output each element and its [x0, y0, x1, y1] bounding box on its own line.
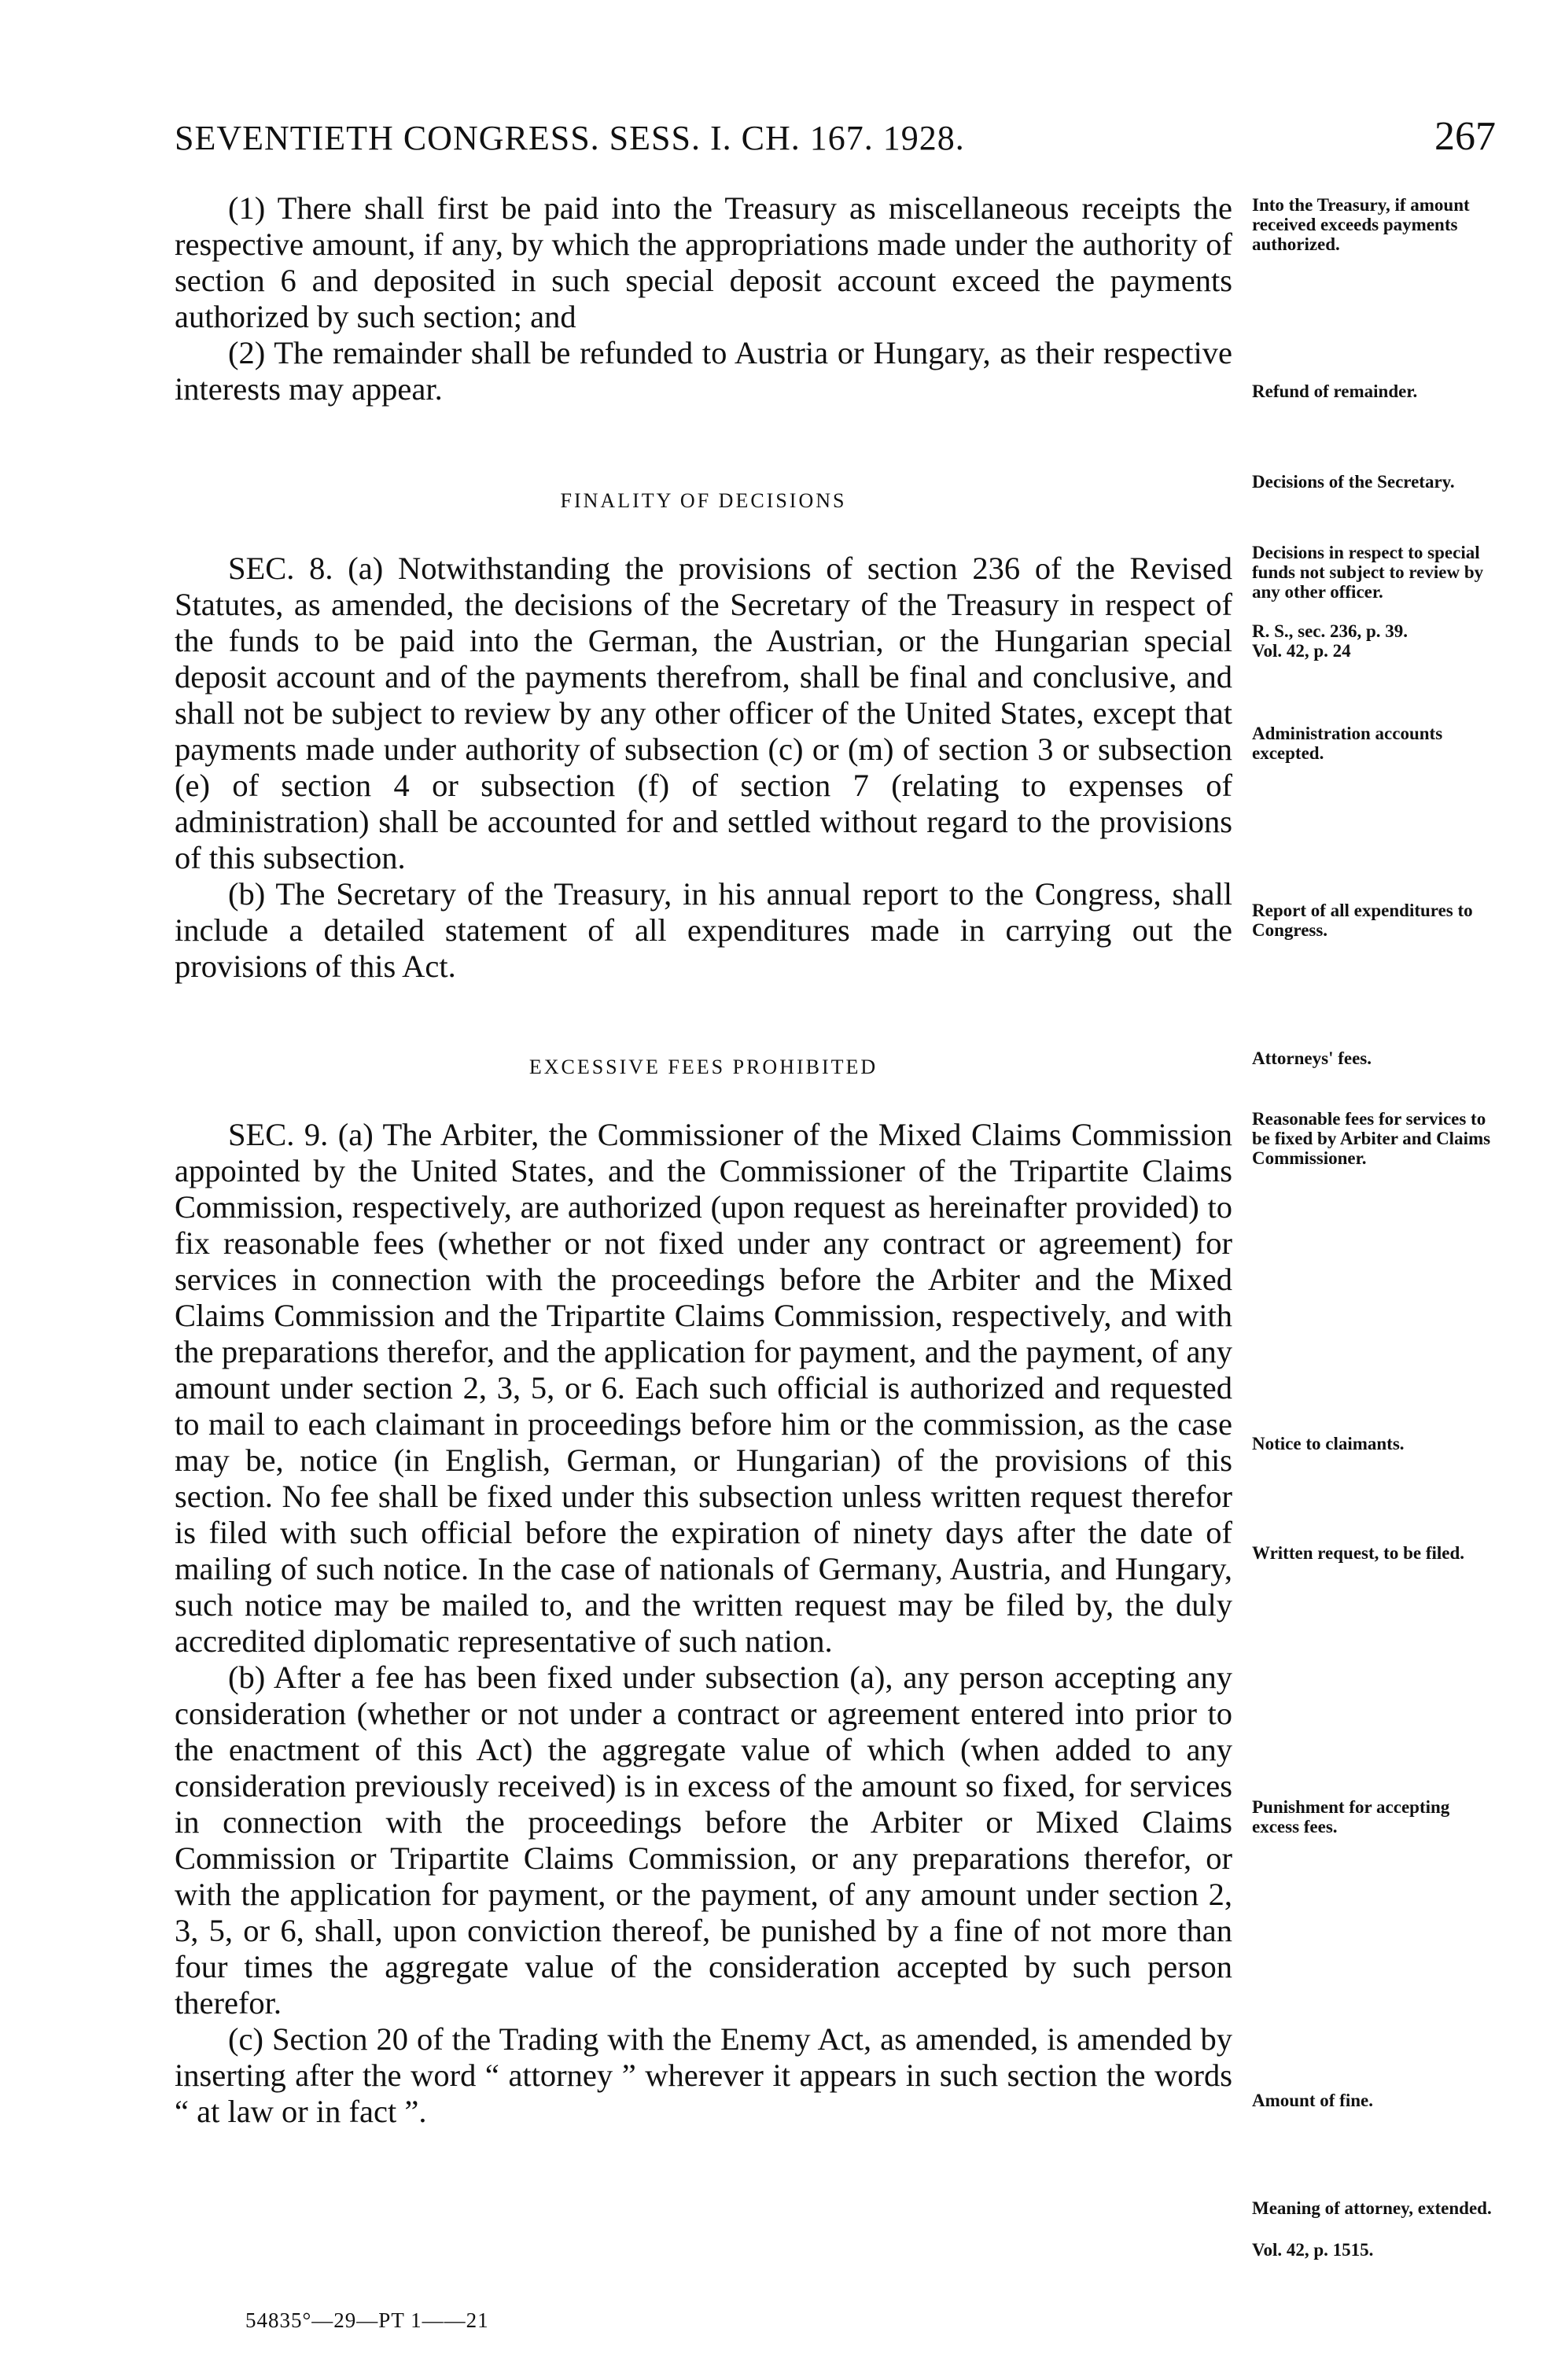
margin-note-into-treasury: Into the Treasury, if amount received exceeds payments authorized. — [1252, 195, 1470, 254]
margin-note-rs-citation: R. S., sec. 236, p. 39. — [1252, 621, 1408, 641]
clause-2: (2) The remainder shall be refunded to Austria or Hungary, as their respective interests may appear. — [175, 335, 1232, 407]
printer-signature: 54835°—29—PT 1——21 — [245, 2308, 489, 2332]
margin-note-special-funds: Decisions in respect to special funds not subject to review by any other officer. — [1252, 543, 1484, 602]
section-9-b: (b) After a fee has been fixed under subsection (a), any person accepting any consideration (whether or not under a contract or agreement entered into prior to the enactment of this Act) the aggregate value of which (when added to any consideration previously received) is in excess of the amount so fixed, for services in connection with the proceedings before the Arbiter or Mixed Claims Commission or Tripartite Claims Commission, or any preparations therefor, or with the application for payment, or the payment, of any amount under section 2, 3, 5, or 6, shall, upon conviction thereof, be punished by a fine of not more than four times the aggregate value of the consideration accepted by such person therefor. — [175, 1660, 1232, 2021]
section-8-a: SEC. 8. (a) Notwithstanding the provisions of section 236 of the Revised Statutes, as amended, the decisions of the Secretary of the Treasury in respect of the funds to be paid into the German, the Austrian, or the Hungarian special deposit account and of the payments therefrom, shall be final and conclusive, and shall not be subject to review by any other officer of the United States, except that payments made under authority of subsection (c) or (m) of section 3 or subsection (e) of section 4 or subsection (f) of section 7 (relating to expenses of administration) shall be accounted for and settled without regard to the provisions of this subsection. — [175, 551, 1232, 875]
margin-note-vol42-p24: Vol. 42, p. 24 — [1252, 641, 1351, 661]
section-9-c: (c) Section 20 of the Trading with the Enemy Act, as amended, is amended by inserting after the word “ attorney ” wherever it appears in such section the words “ at law or in fact ”. — [175, 2021, 1232, 2129]
margin-note-administration: Administration accounts excepted. — [1252, 724, 1443, 763]
margin-note-vol42-p1515: Vol. 42, p. 1515. — [1252, 2240, 1374, 2260]
section-8 — [175, 551, 1232, 985]
margin-note-decisions-secretary: Decisions of the Secretary. — [1252, 472, 1455, 492]
margin-note-refund: Refund of remainder. — [1252, 381, 1418, 401]
margin-note-punishment: Punishment for accepting excess fees. — [1252, 1797, 1450, 1837]
running-head: SEVENTIETH CONGRESS. SESS. I. CH. 167. 1928. — [175, 119, 965, 157]
margin-note-written-request: Written request, to be filed. — [1252, 1543, 1465, 1563]
margin-note-report: Report of all expenditures to Congress. — [1252, 901, 1473, 940]
margin-note-attorneys-fees: Attorneys' fees. — [1252, 1048, 1372, 1068]
margin-note-meaning-attorney: Meaning of attorney, extended. — [1252, 2198, 1492, 2218]
heading-excessive-fees: EXCESSIVE FEES PROHIBITED — [528, 1056, 878, 1078]
clause-1: (1) There shall first be paid into the Treasury as miscellaneous receipts the respective amount, if any, by which the appropriations made under the authority of section 6 and deposited in such special deposit account exceed the payments authorized by such section; and — [175, 190, 1232, 334]
margin-note-notice: Notice to claimants. — [1252, 1434, 1405, 1453]
section-8-b: (b) The Secretary of the Treasury, in his annual report to the Congress, shall include a detailed statement of all expenditures made in carrying out the provisions of this Act. — [175, 876, 1232, 984]
margin-note-reasonable-fees: Reasonable fees for services to be fixed by Arbiter and Claims Commissioner. — [1252, 1109, 1491, 1168]
page-header — [175, 114, 1496, 165]
section-9-a: SEC. 9. (a) The Arbiter, the Commissioner of the Mixed Claims Commission appointed by the United States, and the Commissioner of the Tripartite Claims Commission, respectively, are authorized (upon request as hereinafter provided) to fix reasonable fees (whether or not fixed under any contract or agreement) for services in connection with the proceedings before the Arbiter and the Mixed Claims Commission and the Tripartite Claims Commission, respectively, and with the preparations therefor, and the application for payment, and the payment, of any amount under section 2, 3, 5, or 6. Each such official is authorized and requested to mail to each claimant in proceedings before him or the commission, as the case may be, notice (in English, German, or Hungarian) of the provisions of this section. No fee shall be fixed under this subsection unless written request therefor is filed with such official before the expiration of ninety days after the date of mailing of such notice. In the case of nationals of Germany, Austria, and Hungary, such notice may be mailed to, and the written request may be filed by, the duly accredited diplomatic representative of such nation. — [175, 1117, 1232, 1659]
section-9 — [175, 1117, 1232, 2130]
section-7-continuation — [175, 190, 1232, 407]
margin-note-amount-of-fine: Amount of fine. — [1252, 2091, 1373, 2110]
heading-finality-of-decisions: FINALITY OF DECISIONS — [560, 489, 847, 512]
page-number: 267 — [1434, 114, 1496, 159]
